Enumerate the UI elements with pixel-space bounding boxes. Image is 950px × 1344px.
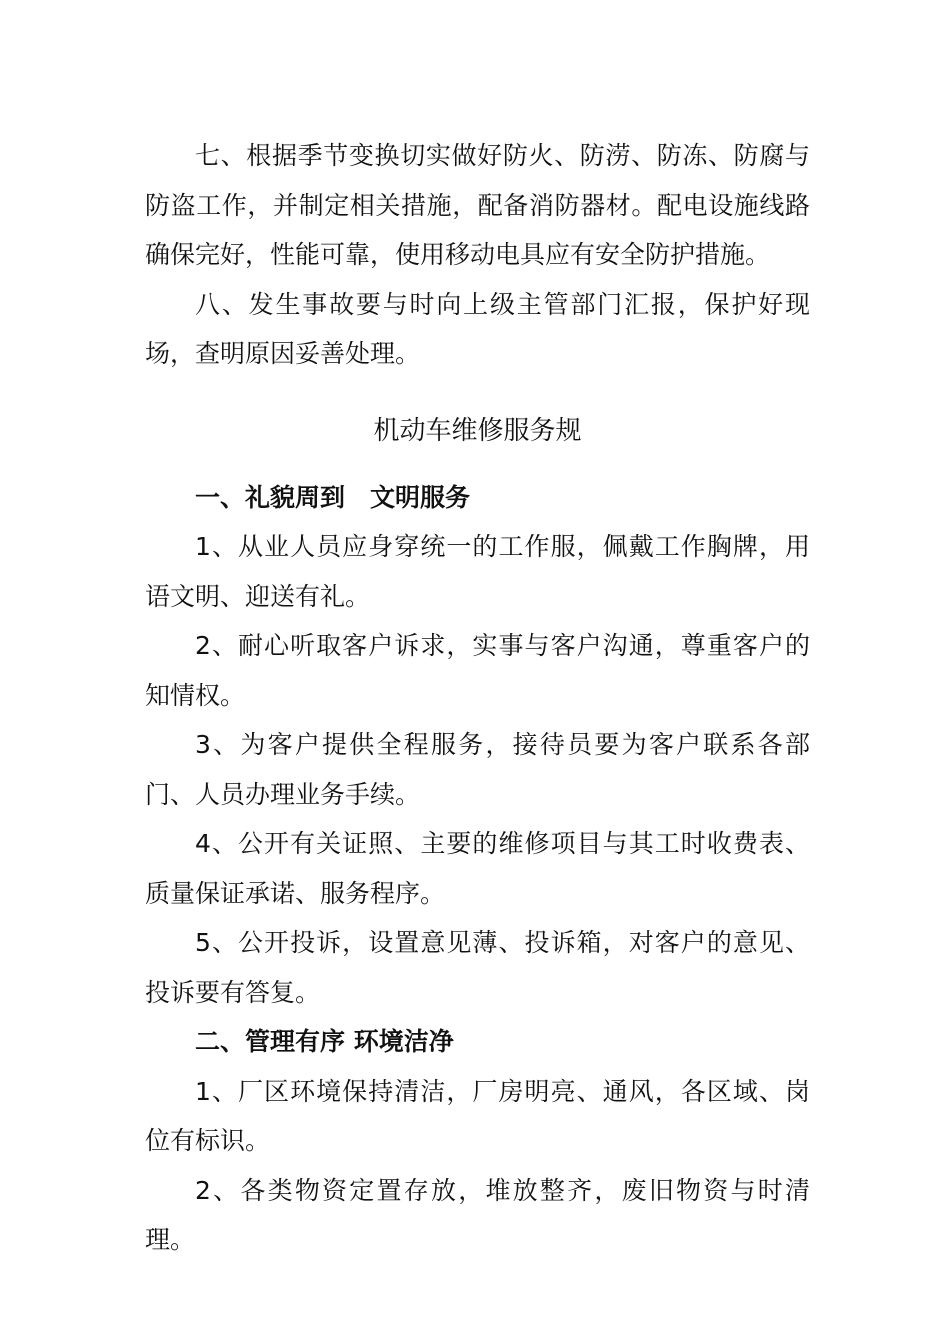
document-body [145, 131, 810, 1265]
list-item: 1、从业人员应身穿统一的工作服，佩戴工作胸牌，用语文明、迎送有礼。 [145, 532, 810, 611]
list-item: 2、各类物资定置存放，堆放整齐，废旧物资与时清理。 [145, 1175, 810, 1254]
paragraph-accident-report: 八、发生事故要与时向上级主管部门汇报，保护好现场，查明原因妥善处理。 [145, 289, 810, 368]
list-item: 2、耐心听取客户诉求，实事与客户沟通，尊重客户的知情权。 [145, 631, 810, 710]
list-item: 5、公开投诉，设置意见薄、投诉箱，对客户的意见、投诉要有答复。 [145, 928, 810, 1007]
list-item: 3、为客户提供全程服务，接待员要为客户联系各部门、人员办理业务手续。 [145, 730, 810, 809]
document-title: 机动车维修服务规 [373, 415, 582, 446]
list-item: 4、公开有关证照、主要的维修项目与其工时收费表、质量保证承诺、服务程序。 [145, 829, 810, 908]
list-item: 1、厂区环境保持清洁，厂房明亮、通风，各区域、岗位有标识。 [145, 1076, 810, 1155]
section-heading-management: 二、管理有序 环境洁净 [195, 1027, 454, 1056]
section-heading-courtesy: 一、礼貌周到 文明服务 [195, 482, 471, 512]
paragraph-fire-prevention: 七、根据季节变换切实做好防火、防涝、防冻、防腐与防盗工作，并制定相关措施，配备消防器材。配电设施线路确保完好，性能可靠，使用移动电具应有安全防护措施。 [145, 141, 810, 269]
